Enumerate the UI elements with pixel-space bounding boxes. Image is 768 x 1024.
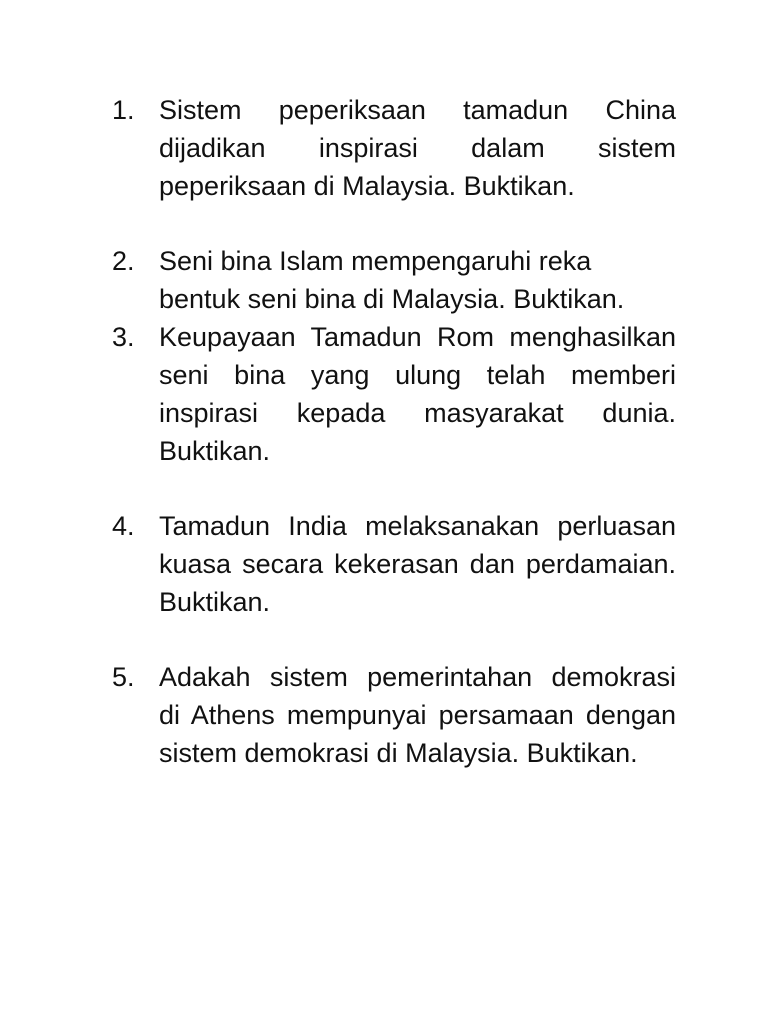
question-line: inspirasi kepada masyarakat dunia. xyxy=(159,398,676,428)
question-line: kuasa secara kekerasan dan perdamaian. xyxy=(159,549,676,579)
question-line: Sistem peperiksaan tamadun China xyxy=(159,95,676,125)
question-line: Buktikan. xyxy=(159,587,271,617)
question-line: bentuk seni bina di Malaysia. Buktikan. xyxy=(159,284,625,314)
question-line: Seni bina Islam mempengaruhi reka xyxy=(159,246,592,276)
question-item-1 xyxy=(112,91,676,205)
question-item-5 xyxy=(112,658,676,772)
question-item-3 xyxy=(112,318,676,470)
question-line: Keupayaan Tamadun Rom menghasilkan xyxy=(159,322,676,352)
question-item-2 xyxy=(112,242,676,318)
question-text xyxy=(159,318,676,470)
question-text xyxy=(159,658,676,772)
question-line: Tamadun India melaksanakan perluasan xyxy=(159,511,676,541)
question-line: di Athens mempunyai persamaan dengan xyxy=(159,700,676,730)
question-item-4 xyxy=(112,507,676,621)
question-line: sistem demokrasi di Malaysia. Buktikan. xyxy=(159,738,638,768)
question-number: 4. xyxy=(112,511,135,541)
question-line: Buktikan. xyxy=(159,436,271,466)
question-number: 1. xyxy=(112,95,135,125)
question-line: Adakah sistem pemerintahan demokrasi xyxy=(159,662,676,692)
question-number: 2. xyxy=(112,246,135,276)
question-number: 3. xyxy=(112,322,135,352)
question-text xyxy=(159,91,676,205)
question-line: dijadikan inspirasi dalam sistem xyxy=(159,133,676,163)
question-line: peperiksaan di Malaysia. Buktikan. xyxy=(159,171,575,201)
question-line: seni bina yang ulung telah memberi xyxy=(159,360,676,390)
question-number: 5. xyxy=(112,662,135,692)
question-text xyxy=(159,507,676,621)
question-text xyxy=(159,242,676,318)
